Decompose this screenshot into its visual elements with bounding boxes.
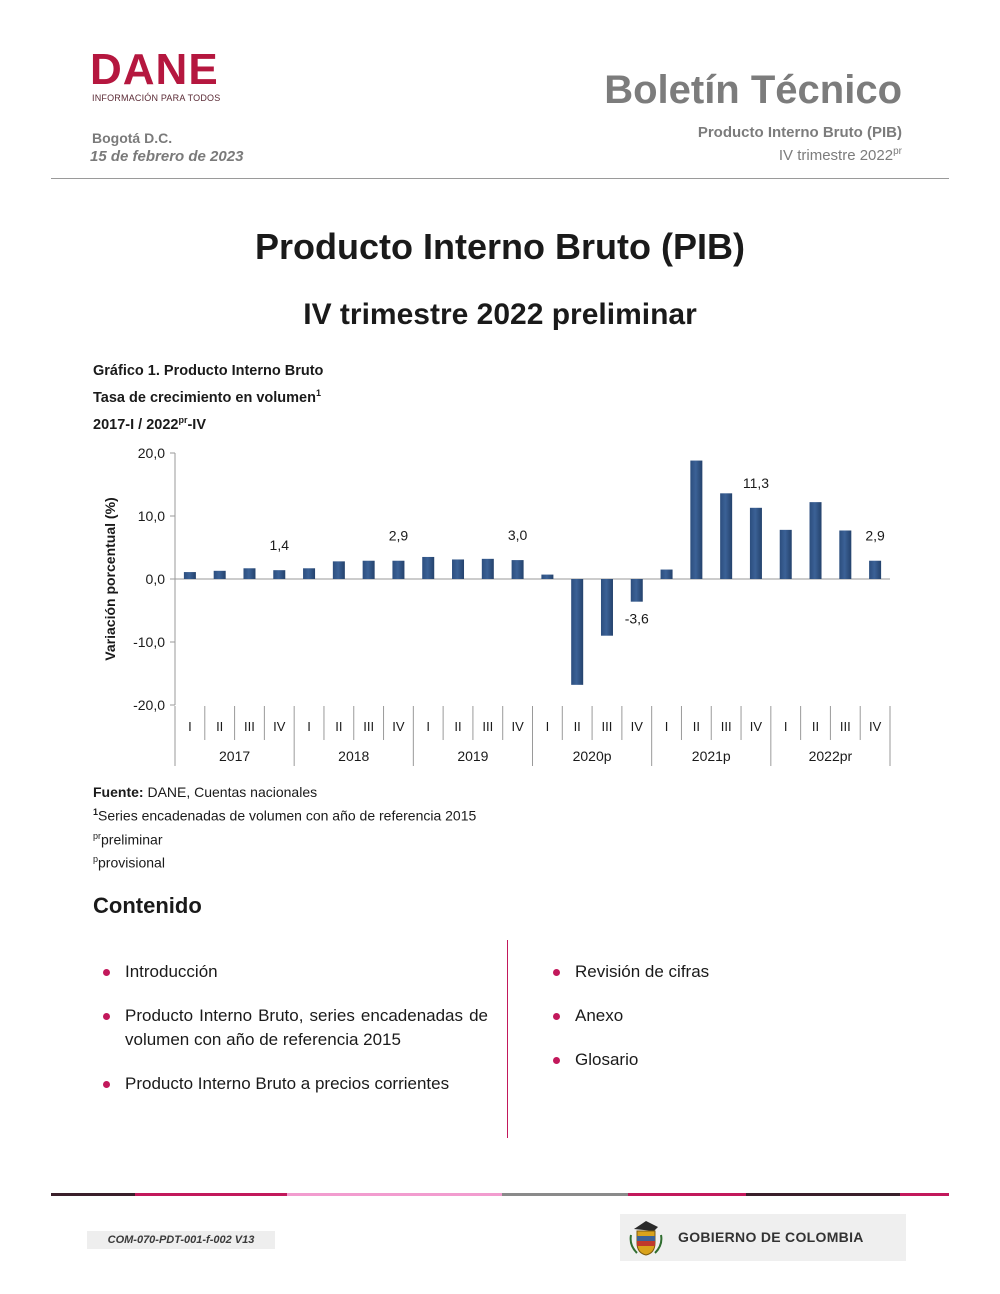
- chart-notes: [93, 782, 476, 873]
- data-label: 3,0: [507, 527, 528, 544]
- quarter-label: II: [811, 719, 820, 734]
- quarter-label: IV: [630, 719, 643, 734]
- bar: [184, 572, 196, 579]
- bullet-icon: [103, 1013, 110, 1020]
- quarter-label: II: [692, 719, 700, 734]
- publication-date: 15 de febrero de 2023: [90, 148, 244, 165]
- bar: [839, 530, 851, 579]
- quarter-label: IV: [749, 719, 763, 734]
- page-title: Producto Interno Bruto (PIB): [255, 226, 745, 267]
- contents-item[interactable]: [93, 960, 488, 984]
- quarter-label: II: [335, 719, 343, 734]
- note-3-text: provisional: [98, 854, 165, 871]
- quarter-label: II: [216, 719, 224, 734]
- bar: [273, 570, 285, 579]
- bar: [631, 579, 643, 602]
- note-3: [93, 849, 476, 873]
- note-2: [93, 826, 476, 850]
- source-label: Fuente:: [93, 784, 144, 800]
- bar: [720, 493, 732, 579]
- data-label: 1,4: [269, 537, 290, 554]
- source-note: [93, 782, 476, 802]
- bar: [780, 530, 792, 579]
- chart-caption-line3-a: 2017-I / 2022: [93, 416, 179, 433]
- bar: [541, 575, 553, 579]
- bar: [690, 461, 702, 579]
- chart-caption-line2-sup: 1: [315, 388, 321, 398]
- y-tick-label: -10,0: [133, 634, 165, 650]
- coat-of-arms-icon: [628, 1219, 664, 1257]
- bullet-icon: [103, 969, 110, 976]
- footer-stripe: [287, 1193, 502, 1196]
- quarter-label: III: [363, 719, 375, 734]
- y-axis-label: Variación porcentual (%): [102, 497, 118, 661]
- chart-caption-line3-sup: pr: [178, 414, 188, 425]
- chart-caption-line3: [93, 409, 323, 436]
- bar: [214, 571, 226, 579]
- y-tick-label: 0,0: [145, 571, 165, 587]
- footer-stripe: [746, 1193, 900, 1196]
- year-label: 2020p: [572, 748, 612, 764]
- contents-item[interactable]: [93, 1004, 488, 1052]
- quarter-label: II: [454, 719, 462, 734]
- bullet-icon: [553, 1057, 560, 1064]
- contents-heading: Contenido: [93, 893, 202, 918]
- source-text: DANE, Cuentas nacionales: [143, 784, 318, 800]
- note-2-sup: pr: [93, 830, 102, 841]
- document-code: COM-070-PDT-001-f-002 V13: [87, 1231, 275, 1249]
- contents-item-label: Revisión de cifras: [575, 962, 710, 981]
- bar: [422, 557, 434, 579]
- note-1-text: Series encadenadas de volumen con año de referencia 2015: [98, 807, 477, 824]
- y-tick-label: 10,0: [137, 508, 165, 524]
- quarter-label: III: [839, 719, 851, 734]
- quarter-label: IV: [392, 719, 405, 734]
- data-label: 11,3: [742, 474, 770, 491]
- quarter-label: IV: [273, 719, 286, 734]
- quarter-label: IV: [511, 719, 524, 734]
- bar: [601, 579, 613, 636]
- chart-caption: [93, 360, 323, 436]
- year-label: 2022pr: [808, 748, 853, 764]
- note-2-text: preliminar: [101, 831, 163, 848]
- footer-stripe: [135, 1193, 287, 1196]
- year-label: 2017: [219, 748, 251, 764]
- quarter-label: III: [482, 719, 494, 734]
- footer-stripe: [900, 1193, 949, 1196]
- contents-item-label: Producto Interno Bruto, series encadenadas de volumen con año de referencia 2015: [125, 1006, 488, 1049]
- year-label: 2018: [338, 748, 370, 764]
- quarter-label: I: [307, 719, 311, 734]
- contents-item-label: Anexo: [575, 1006, 624, 1025]
- bar: [661, 570, 673, 579]
- quarter-label: III: [720, 719, 732, 734]
- bar: [333, 561, 345, 579]
- contents-item-label: Introducción: [125, 962, 218, 981]
- contents-item[interactable]: [543, 1048, 903, 1072]
- gdp-bar-chart: [95, 440, 905, 770]
- quarter-label: IV: [868, 719, 882, 734]
- bar: [810, 502, 822, 579]
- bar: [750, 508, 762, 579]
- contents-divider: [507, 940, 508, 1138]
- quarter-label: II: [573, 719, 581, 734]
- bar: [303, 568, 315, 579]
- footer-stripe: [502, 1193, 628, 1196]
- quarter-label: I: [188, 719, 192, 734]
- contents-left-list: [93, 960, 488, 1116]
- bar: [482, 559, 494, 579]
- chart-caption-line2-text: Tasa de crecimiento en volumen: [93, 389, 316, 406]
- chart-caption-line1: Gráfico 1. Producto Interno Bruto: [93, 363, 324, 379]
- bulletin-title: Boletín Técnico: [604, 68, 902, 112]
- bar: [869, 561, 881, 579]
- city: Bogotá D.C.: [92, 130, 173, 146]
- page-subtitle: IV trimestre 2022 preliminar: [303, 298, 697, 331]
- header-divider: [51, 178, 949, 179]
- note-3-sup: p: [93, 854, 99, 865]
- chart-caption-line2: [93, 382, 323, 409]
- government-label: GOBIERNO DE COLOMBIA: [678, 1229, 864, 1245]
- dane-logo: DANE: [90, 45, 219, 94]
- contents-right-list: [543, 960, 903, 1092]
- bullet-icon: [103, 1081, 110, 1088]
- quarter-label: I: [426, 719, 431, 734]
- year-label: 2021p: [691, 748, 731, 764]
- bar: [452, 559, 464, 579]
- bulletin-period: [779, 146, 902, 164]
- bar: [243, 568, 255, 579]
- bulletin-subject: Producto Interno Bruto (PIB): [697, 124, 902, 141]
- data-label: 2,9: [388, 527, 409, 544]
- contents-item-label: Producto Interno Bruto a precios corrientes: [125, 1074, 450, 1093]
- logo-tagline: INFORMACIÓN PARA TODOS: [92, 93, 221, 103]
- bar: [392, 561, 404, 579]
- y-tick-label: -20,0: [133, 697, 165, 713]
- year-label: 2019: [457, 748, 489, 764]
- contents-item[interactable]: [543, 960, 903, 984]
- bulletin-period-text: IV trimestre 2022: [778, 147, 894, 164]
- bar: [512, 560, 524, 579]
- note-1: [93, 802, 476, 826]
- bullet-icon: [553, 969, 560, 976]
- footer-stripe: [51, 1193, 135, 1196]
- data-label: -3,6: [624, 610, 649, 627]
- quarter-label: I: [783, 719, 788, 734]
- bulletin-period-sup: pr: [893, 146, 902, 157]
- bullet-icon: [553, 1013, 560, 1020]
- quarter-label: III: [601, 719, 613, 734]
- contents-item-label: Glosario: [575, 1050, 639, 1069]
- footer-stripe: [628, 1193, 746, 1196]
- bar: [571, 579, 583, 685]
- bar: [363, 561, 375, 579]
- quarter-label: I: [545, 719, 550, 734]
- y-tick-label: 20,0: [137, 445, 165, 461]
- data-label: 2,9: [865, 527, 885, 544]
- contents-item[interactable]: [543, 1004, 903, 1028]
- quarter-label: III: [244, 719, 255, 734]
- quarter-label: I: [664, 719, 669, 734]
- note-1-sup: 1: [93, 807, 99, 817]
- chart-caption-line3-b: -IV: [187, 416, 206, 433]
- contents-item[interactable]: [93, 1072, 488, 1096]
